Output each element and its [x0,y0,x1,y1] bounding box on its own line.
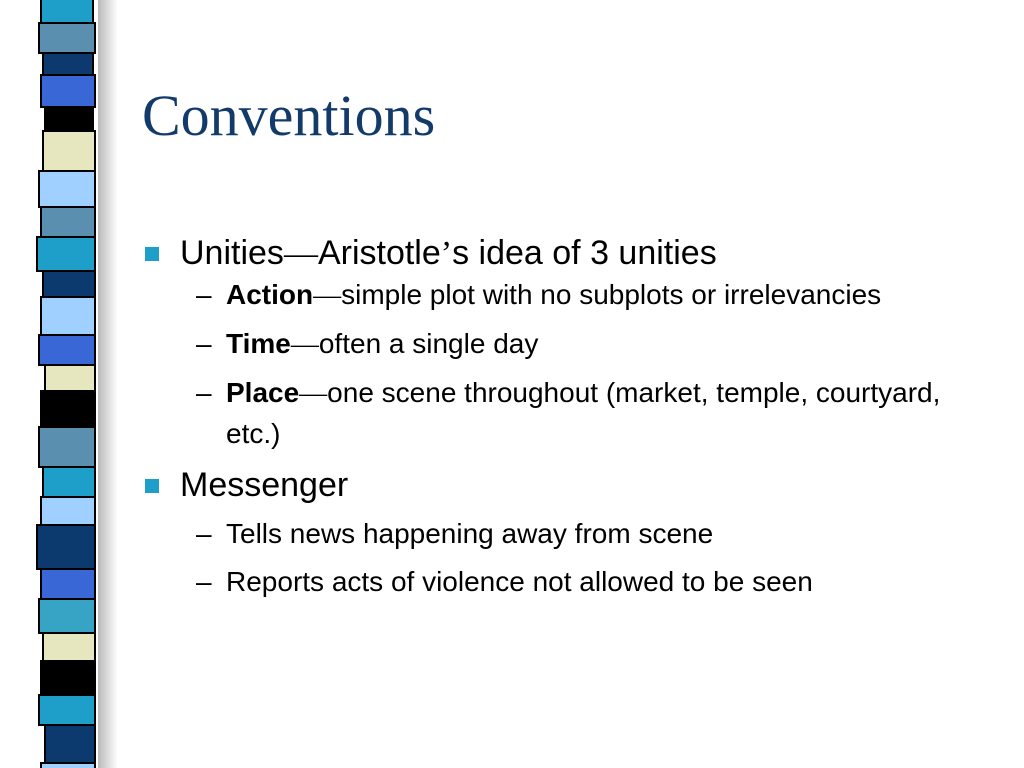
em-dash: — [290,329,319,360]
dash-bullet-icon: – [196,328,212,359]
decorative-stripe [40,74,96,108]
em-dash: — [299,378,328,409]
decorative-stripe [40,0,94,24]
decorative-stripe [36,236,96,272]
sub-bullet-place [142,373,1002,454]
bullet-list [142,232,1002,602]
square-bullet-icon [145,247,159,261]
dash-bullet-icon: – [196,279,212,310]
bullet-messenger [142,464,1002,506]
stripe-shadow [98,0,118,768]
sub-bullet-text: often a single day [318,328,539,359]
decorative-stripe [40,206,96,238]
decorative-stripe [40,660,96,696]
decorative-stripe-column [0,0,120,768]
decorative-stripe [44,724,96,764]
decorative-stripe [40,568,96,600]
sub-bullet-time [142,324,1002,365]
sub-bullet-action [142,275,1002,316]
bullet-unities [142,232,1002,275]
sub-bullet-news [142,514,1002,554]
decorative-stripe [40,762,96,768]
decorative-stripe [42,466,96,498]
dash-bullet-icon: – [196,377,212,408]
bullet-label: Messenger [180,466,349,504]
decorative-stripe [42,130,96,172]
decorative-stripe [40,390,96,428]
dash-bullet-icon: – [196,518,212,549]
decorative-stripe [44,364,96,392]
bullet-text: s idea of 3 unities [452,234,717,272]
decorative-stripe [38,334,96,366]
decorative-stripe [38,426,96,468]
decorative-stripe [42,632,96,662]
decorative-stripe [36,524,96,570]
em-dash: — [313,280,342,311]
sub-bullet-text: simple plot with no subplots or irrelevancies [341,279,882,310]
sub-bullet-text: Tells news happening away from scene [226,518,714,549]
bullet-label: Unities [180,234,284,272]
slide-title: Conventions [142,83,436,148]
sub-bullet-term: Place [226,377,300,408]
dash-bullet-icon: – [196,566,212,597]
sub-bullet-text: one scene throughout (market, temple, courtyard, etc.) [226,377,941,449]
decorative-stripe [44,106,94,132]
decorative-stripe [40,296,96,336]
bullet-text: Aristotle [317,234,441,272]
sub-bullet-term: Action [226,279,314,310]
square-bullet-icon [145,479,159,493]
decorative-stripe [38,22,96,54]
sub-bullet-text: Reports acts of violence not allowed to be seen [226,566,813,597]
apostrophe: ’ [440,235,453,272]
decorative-stripe [42,270,96,298]
sub-bullet-violence [142,562,1002,602]
decorative-stripe [40,496,96,526]
decorative-stripe [38,694,96,726]
em-dash: — [283,235,318,272]
decorative-stripe [38,598,96,634]
decorative-stripe [38,170,96,208]
sub-bullet-term: Time [226,328,291,359]
decorative-stripe [42,52,94,76]
